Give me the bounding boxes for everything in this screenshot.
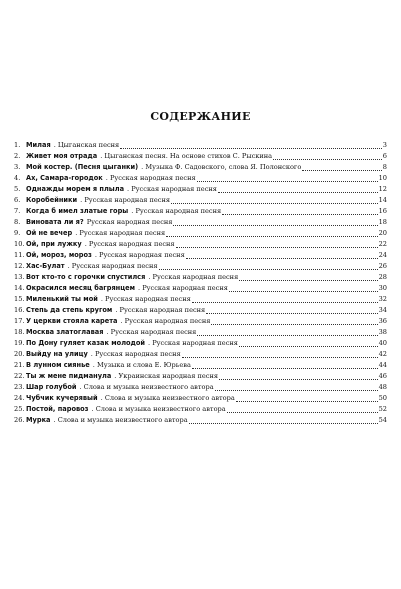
entry-number: 25. [14,405,25,413]
entry-title: Степь да степь кругом [26,306,113,314]
entry-number: 5. [14,185,21,193]
entry-title: Постой, паровоз [26,405,89,413]
toc-entry[interactable] [14,415,387,426]
entry-page-number: 16 [378,207,387,215]
entry-number: 19. [14,339,25,347]
entry-description: . Русская народная песня [148,339,238,347]
entry-page-number: 48 [378,383,387,391]
entry-description: . Русская народная песня [148,273,239,281]
entry-title: Москва златоглавая [26,328,104,336]
entry-page-number: 38 [378,328,387,336]
entry-description: . Русская народная песня [84,240,175,248]
dot-leader [239,280,377,281]
toc-entry[interactable] [14,327,387,338]
entry-description: . Музыка и слова Е. Юрьева [92,361,191,369]
entry-description: . Русская народная песня [100,295,191,303]
entry-description: . Русская народная песня [120,317,211,325]
entry-description: . Русская народная песня [105,174,196,182]
toc-entry[interactable] [14,316,387,327]
entry-description: . Русская народная песня [67,262,158,270]
entry-page-number: 54 [378,416,387,424]
toc-entry[interactable] [14,228,387,239]
entry-page-number: 32 [378,295,387,303]
toc-entry[interactable] [14,239,387,250]
entry-page-number: 52 [378,405,387,413]
entry-title: Однажды морем я плыла [26,185,125,193]
entry-number: 4. [14,174,21,182]
entry-number: 21. [14,361,25,369]
toc-entry[interactable] [14,360,387,371]
entry-description: . Слова и музыка неизвестного автора [100,394,235,402]
toc-entry[interactable] [14,338,387,349]
entry-number: 10. [14,240,25,248]
entry-description: . Русская народная песня [131,207,222,215]
entry-title: Ой, при лужку [26,240,82,248]
dot-leader [211,324,377,325]
dot-leader [192,302,378,303]
entry-number: 22. [14,372,25,380]
entry-page-number: 46 [378,372,387,380]
entry-title: Ах, Самара-городок [26,174,103,182]
toc-entry[interactable] [14,404,387,415]
entry-page-number: 6 [382,152,387,160]
dot-leader [197,181,378,182]
entry-title: Виновата ли я? [26,218,84,226]
entry-description: . Русская народная песня [138,284,228,292]
dot-leader [273,159,382,160]
entry-page-number: 10 [378,174,387,182]
entry-title: Мурка [26,416,51,424]
toc-entry[interactable] [14,371,387,382]
entry-title: Коробейники [26,196,78,204]
dot-leader [302,170,381,171]
entry-number: 7. [14,207,21,215]
toc-entry[interactable] [14,184,387,195]
toc-entry[interactable] [14,195,387,206]
dot-leader [189,423,378,424]
entry-title: Когда б имел златые горы [26,207,129,215]
entry-number: 15. [14,295,25,303]
entry-title: Миленький ты мой [26,295,98,303]
dot-leader [120,148,382,149]
dot-leader [218,192,378,193]
dot-leader [206,313,377,314]
dot-leader [239,346,378,347]
entry-description: . Цыганская песня [53,141,120,149]
entry-title: У церкви стояла карета [26,317,118,325]
entry-number: 24. [14,394,25,402]
entry-page-number: 8 [382,163,387,171]
toc-entry[interactable] [14,393,387,404]
entry-number: 3. [14,163,21,171]
entry-number: 13. [14,273,25,281]
toc-entry[interactable] [14,349,387,360]
entry-title: Живет моя отрада [26,152,98,160]
entry-page-number: 44 [378,361,387,369]
entry-page-number: 12 [378,185,387,193]
entry-title: По Дону гуляет казак молодой [26,339,146,347]
dot-leader [197,335,377,336]
entry-page-number: 50 [378,394,387,402]
entry-title: Выйду на улицу [26,350,88,358]
entry-number: 23. [14,383,25,391]
entry-description: Русская народная песня [86,218,173,226]
dot-leader [236,401,378,402]
entry-description: . Русская народная песня [127,185,217,193]
entry-number: 18. [14,328,25,336]
entry-number: 6. [14,196,21,204]
entry-number: 14. [14,284,25,292]
dot-leader [186,258,378,259]
entry-number: 9. [14,229,21,237]
entry-page-number: 14 [378,196,387,204]
entry-page-number: 22 [378,240,387,248]
toc-entry[interactable] [14,162,387,173]
entry-page-number: 36 [378,317,387,325]
toc-entry[interactable] [14,173,387,184]
entry-description: . Цыганская песня. На основе стихов С. Рыскина [100,152,273,160]
dot-leader [192,368,378,369]
entry-title: Милая [26,141,51,149]
entry-description: . Русская народная песня [75,229,166,237]
toc-entry[interactable] [14,151,387,162]
table-of-contents [14,140,387,426]
toc-entry[interactable] [14,217,387,228]
entry-page-number: 42 [378,350,387,358]
dot-leader [227,412,378,413]
dot-leader [182,357,378,358]
entry-number: 16. [14,306,25,314]
entry-description: . Музыка Ф. Садовского, слова Я. Полонского [141,163,302,171]
toc-entry[interactable] [14,272,387,283]
toc-entry[interactable] [14,382,387,393]
dot-leader [159,269,378,270]
entry-title: Мой костер. (Песня цыганки) [26,163,139,171]
entry-title: Чубчик кучерявый [26,394,98,402]
toc-entry[interactable] [14,294,387,305]
entry-number: 1. [14,141,21,149]
entry-page-number: 24 [378,251,387,259]
entry-page-number: 26 [378,262,387,270]
entry-page-number: 18 [378,218,387,226]
dot-leader [176,247,378,248]
toc-entry[interactable] [14,283,387,294]
entry-description: . Слова и музыка неизвестного автора [53,416,188,424]
entry-description: . Русская народная песня [115,306,206,314]
entry-title: Хас-Булат [26,262,65,270]
entry-description: . Русская народная песня [80,196,171,204]
entry-page-number: 28 [378,273,387,281]
toc-entry[interactable] [14,250,387,261]
entry-number: 2. [14,152,21,160]
entry-description: . Русская народная песня [106,328,197,336]
entry-number: 17. [14,317,25,325]
dot-leader [229,291,378,292]
entry-page-number: 3 [382,141,387,149]
entry-page-number: 30 [378,284,387,292]
entry-page-number: 40 [378,339,387,347]
toc-entry[interactable] [14,261,387,272]
dot-leader [215,390,378,391]
toc-entry[interactable] [14,305,387,316]
entry-page-number: 20 [378,229,387,237]
dot-leader [166,236,377,237]
entry-description: . Слова и музыка неизвестного автора [91,405,226,413]
entry-title: Ой, мороз, мороз [26,251,92,259]
entry-description: . Украинская народная песня [114,372,219,380]
entry-title: Вот кто-то с горочки спустился [26,273,146,281]
entry-description: . Русская народная песня [94,251,185,259]
entry-title: Шар голубой [26,383,77,391]
entry-page-number: 34 [378,306,387,314]
dot-leader [222,214,377,215]
entry-title: В лунном сиянье [26,361,90,369]
entry-description: . Слова и музыка неизвестного автора [79,383,214,391]
entry-number: 12. [14,262,25,270]
entry-description: . Русская народная песня [90,350,181,358]
page-title: СОДЕРЖАНИЕ [150,110,251,123]
dot-leader [171,203,378,204]
entry-title: Ой не вечер [26,229,73,237]
entry-number: 26. [14,416,25,424]
dot-leader [219,379,378,380]
dot-leader [173,225,377,226]
entry-title: Ты ж мене пидманула [26,372,112,380]
entry-number: 8. [14,218,21,226]
toc-entry[interactable] [14,206,387,217]
entry-title: Окрасился месяц багрянцем [26,284,135,292]
entry-number: 20. [14,350,25,358]
entry-number: 11. [14,251,25,259]
toc-entry[interactable] [14,140,387,151]
